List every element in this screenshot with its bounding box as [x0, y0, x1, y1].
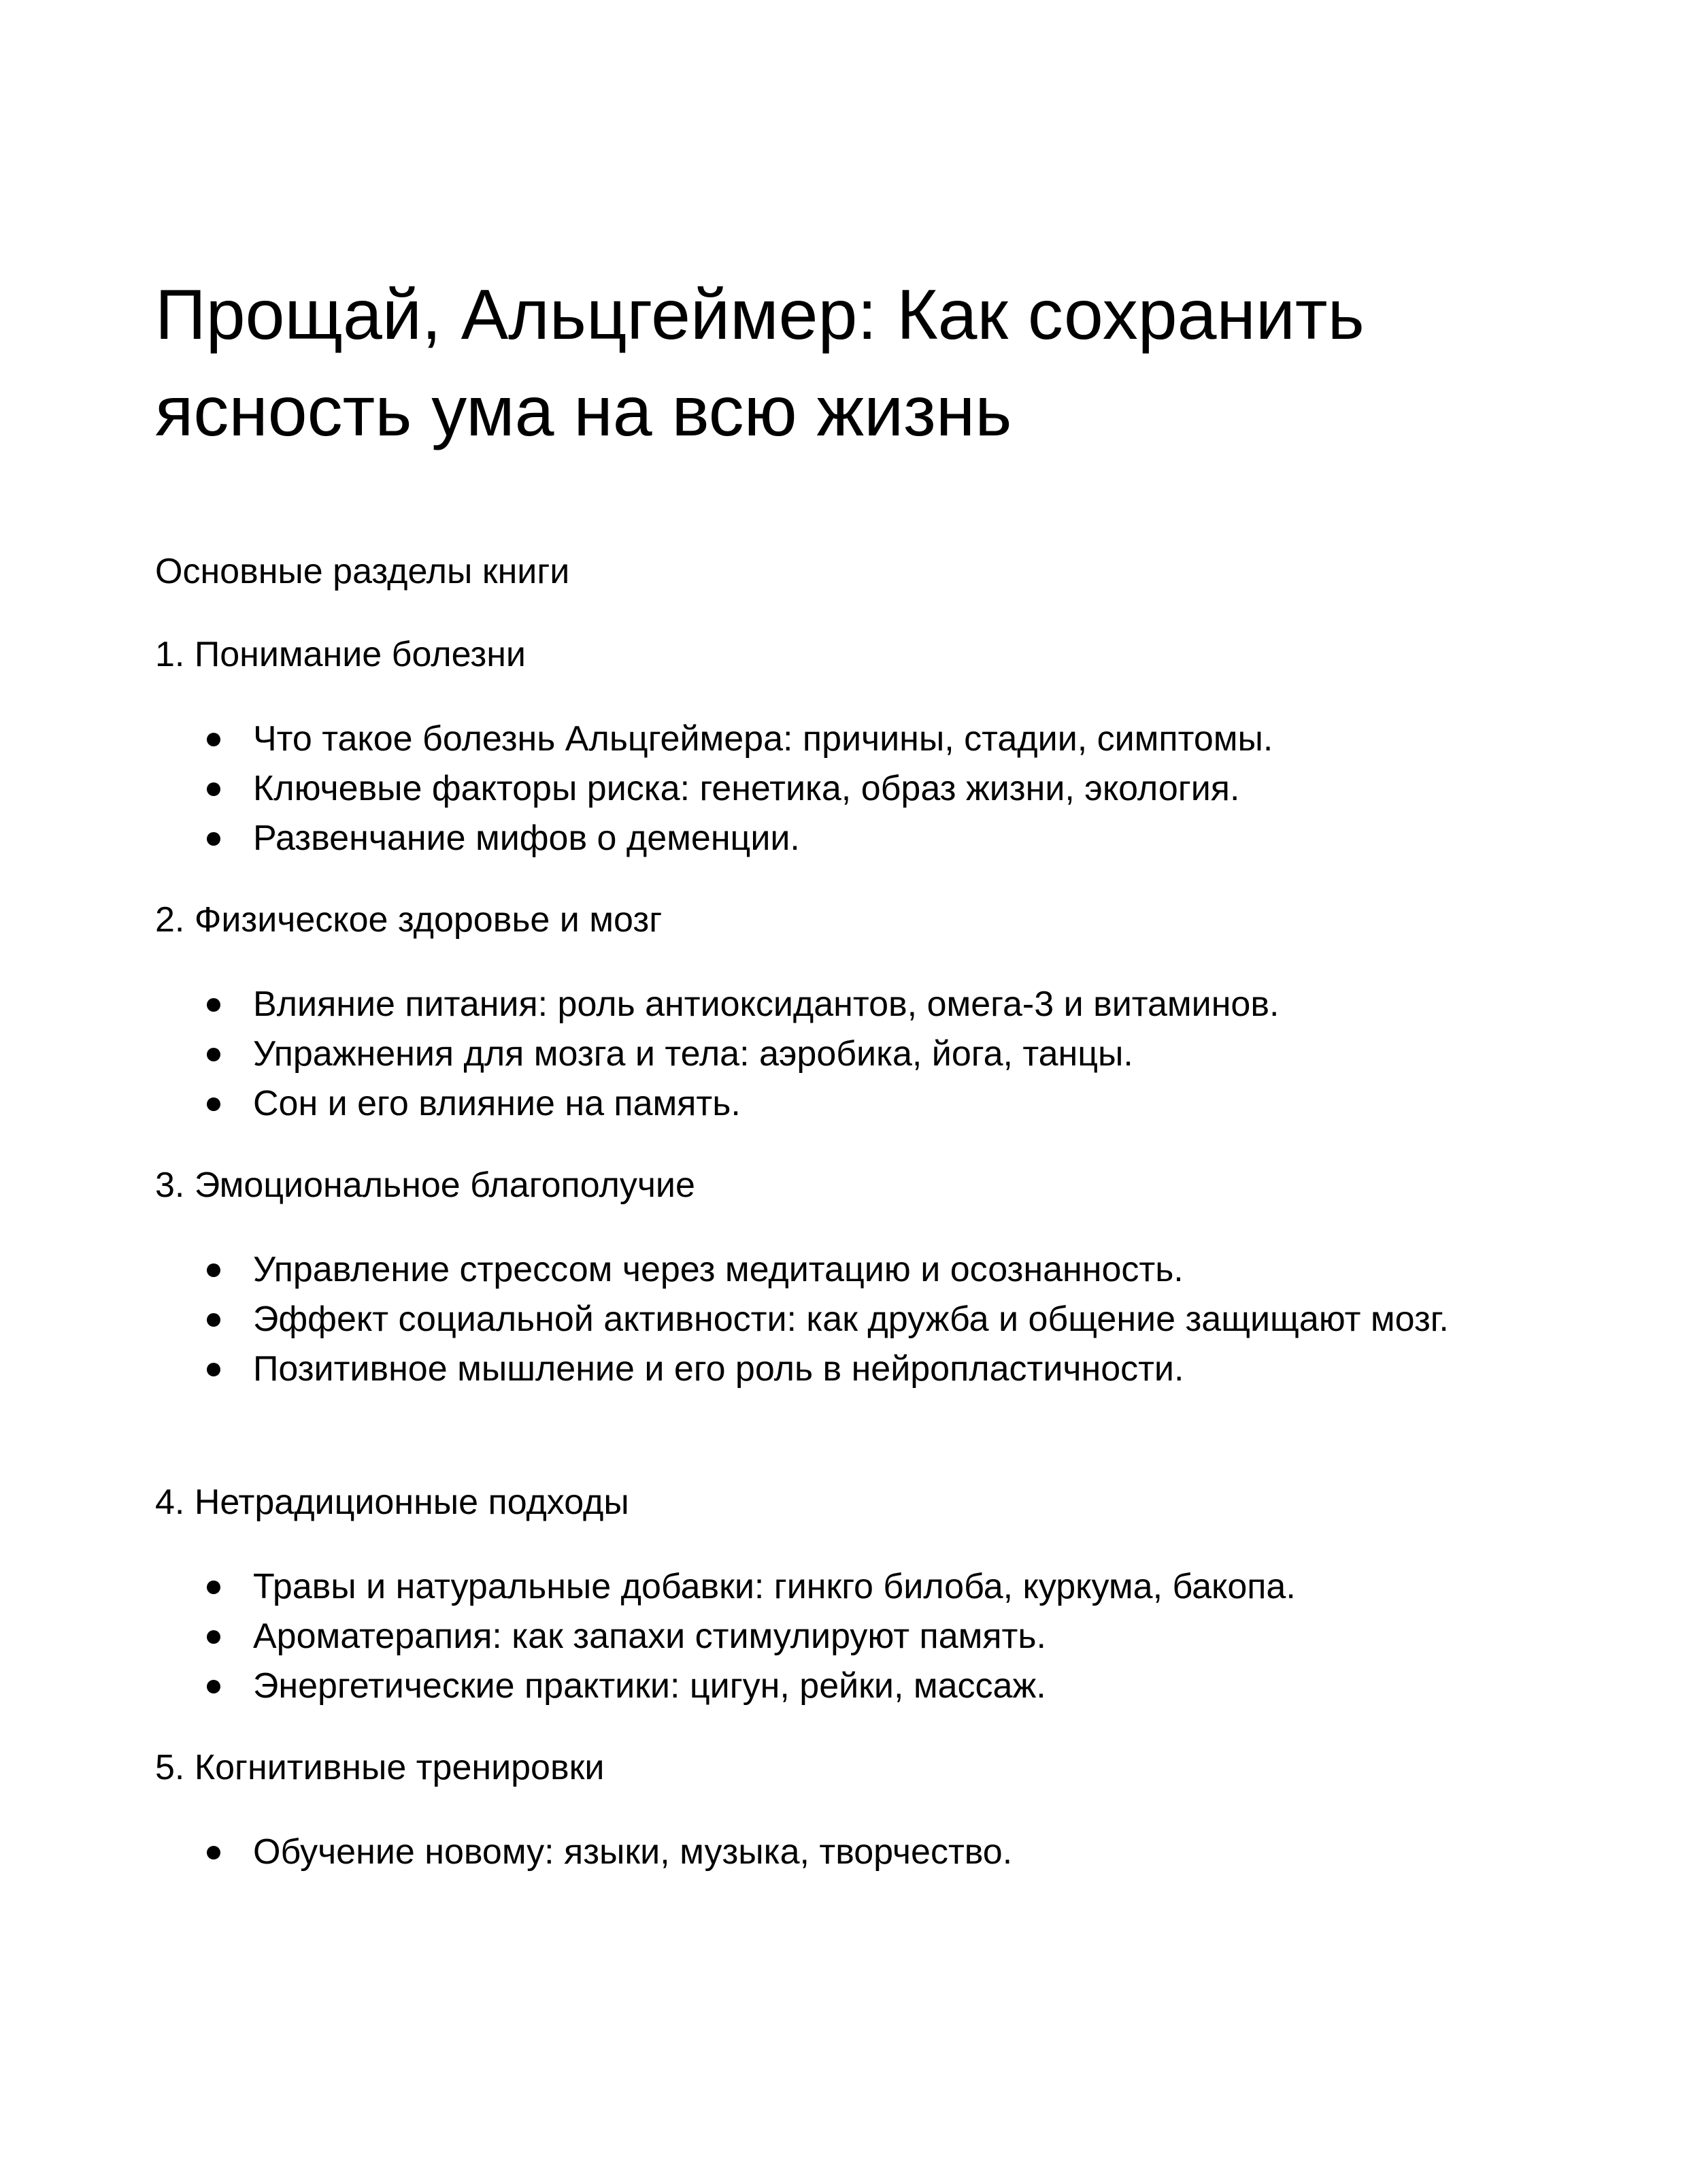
section-5 — [155, 1746, 1556, 1877]
list-item-text: Что такое болезнь Альцгеймера: причины, стадии, симптомы. — [253, 719, 1273, 759]
bullet-list — [155, 1245, 1556, 1394]
bullet-list — [155, 714, 1556, 863]
list-item-text: Влияние питания: роль антиоксидантов, омега-3 и витаминов. — [253, 985, 1280, 1024]
bullet-icon — [207, 998, 220, 1012]
document-title: Прощай, Альцгеймер: Как сохранить ясность ума на всю жизнь — [155, 276, 1365, 451]
list-item-text: Травы и натуральные добавки: гинкго билоба, куркума, бакопа. — [253, 1567, 1296, 1606]
list-item-text: Эффект социальной активности: как дружба и общение защищают мозг. — [253, 1300, 1449, 1339]
document-subtitle: Основные разделы книги — [155, 552, 570, 591]
section-4 — [155, 1480, 1556, 1711]
section-heading: 4. Нетрадиционные подходы — [155, 1483, 629, 1522]
section-3 — [155, 1163, 1556, 1394]
section-1 — [155, 633, 1556, 863]
list-item-text: Позитивное мышление и его роль в нейропластичности. — [253, 1349, 1184, 1389]
list-item — [155, 1029, 1556, 1079]
list-item — [155, 1562, 1556, 1612]
list-item — [155, 980, 1556, 1029]
list-item — [155, 764, 1556, 814]
list-item-text: Упражнения для мозга и тела: аэробика, йога, танцы. — [253, 1034, 1133, 1074]
list-item-text: Сон и его влияние на память. — [253, 1084, 741, 1123]
section-2 — [155, 898, 1556, 1129]
list-item — [155, 1079, 1556, 1129]
section-heading: 2. Физическое здоровье и мозг — [155, 900, 663, 940]
bullet-list — [155, 980, 1556, 1129]
bullet-icon — [207, 1048, 220, 1061]
section-heading: 5. Когнитивные тренировки — [155, 1748, 605, 1787]
list-item — [155, 1245, 1556, 1295]
list-item-text: Ключевые факторы риска: генетика, образ жизни, экология. — [253, 769, 1240, 808]
bullet-icon — [207, 1581, 220, 1594]
list-item — [155, 714, 1556, 764]
section-heading: 3. Эмоциональное благополучие — [155, 1165, 695, 1205]
bullet-list — [155, 1562, 1556, 1711]
bullet-icon — [207, 1313, 220, 1327]
list-item-text: Ароматерапия: как запахи стимулируют память. — [253, 1617, 1046, 1656]
list-item — [155, 1612, 1556, 1661]
list-item — [155, 814, 1556, 863]
list-item — [155, 1295, 1556, 1344]
list-item-text: Управление стрессом через медитацию и осознанность. — [253, 1250, 1184, 1289]
bullet-icon — [207, 1680, 220, 1693]
bullet-icon — [207, 1097, 220, 1111]
section-heading: 1. Понимание болезни — [155, 635, 526, 674]
list-item — [155, 1661, 1556, 1711]
bullet-icon — [207, 733, 220, 746]
bullet-icon — [207, 832, 220, 846]
bullet-icon — [207, 782, 220, 796]
list-item-text: Энергетические практики: цигун, рейки, массаж. — [253, 1666, 1046, 1706]
bullet-icon — [207, 1363, 220, 1376]
bullet-icon — [207, 1263, 220, 1277]
list-item — [155, 1344, 1556, 1394]
list-item — [155, 1827, 1556, 1877]
bullet-icon — [207, 1630, 220, 1644]
list-item-text: Развенчание мифов о деменции. — [253, 818, 800, 858]
bullet-list — [155, 1827, 1556, 1877]
bullet-icon — [207, 1846, 220, 1859]
list-item-text: Обучение новому: языки, музыка, творчество. — [253, 1832, 1013, 1872]
